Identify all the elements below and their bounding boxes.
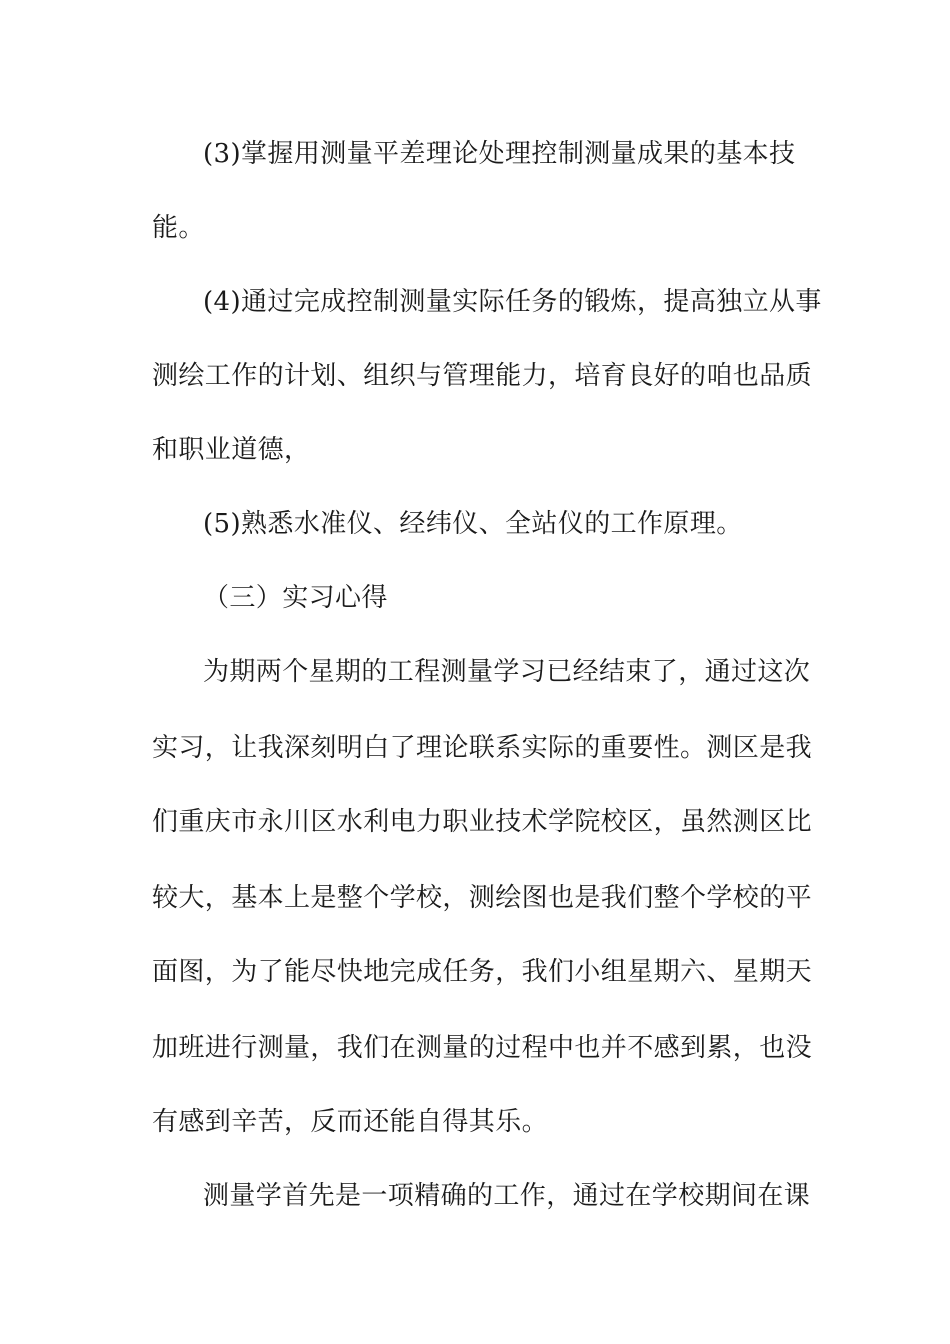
text-line: 们重庆市永川区水利电力职业技术学院校区，虽然测区比 [152,807,813,837]
text-line: 测量学首先是一项精确的工作，通过在学校期间在课 [203,1181,811,1211]
section-heading: （三）实习心得 [203,583,388,613]
text-line: (5)熟悉水准仪、经纬仪、全站仪的工作原理。 [203,509,743,539]
text-line: 有感到辛苦，反而还能自得其乐。 [152,1107,549,1137]
text-line: 和职业道德， [152,435,311,465]
text-line: (3)掌握用测量平差理论处理控制测量成果的基本技 [203,139,796,169]
text-line: 面图，为了能尽快地完成任务，我们小组星期六、星期天 [152,957,813,987]
text-line: 实习，让我深刻明白了理论联系实际的重要性。测区是我 [152,733,813,763]
text-line: 较大，基本上是整个学校，测绘图也是我们整个学校的平 [152,883,813,913]
text-line: 能。 [152,213,205,243]
text-line: 为期两个星期的工程测量学习已经结束了，通过这次 [203,657,811,687]
text-line: (4)通过完成控制测量实际任务的锻炼，提高独立从事 [203,287,822,317]
text-line: 加班进行测量，我们在测量的过程中也并不感到累，也没 [152,1033,813,1063]
text-line: 测绘工作的计划、组织与管理能力，培育良好的咱也品质 [152,361,813,391]
